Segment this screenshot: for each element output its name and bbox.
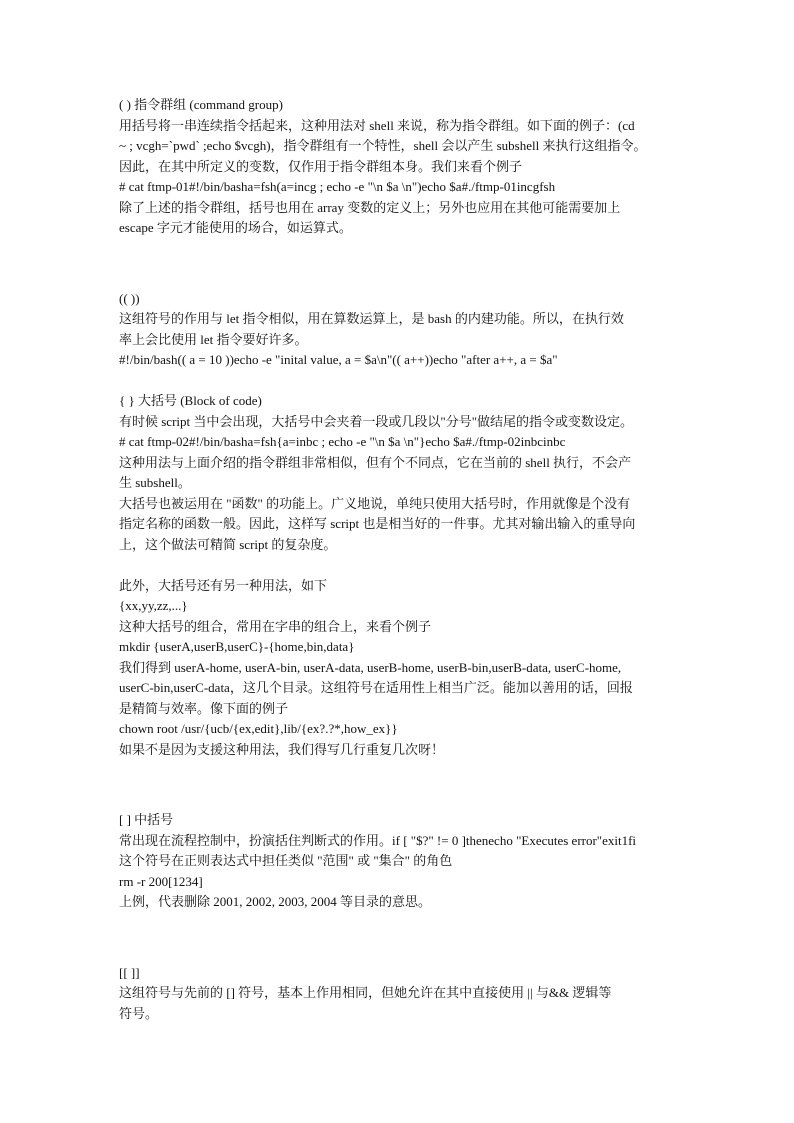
section-brace-expansion xyxy=(119,576,675,761)
paragraph-line: 因此，在其中所定义的变数，仅作用于指令群组本身。我们来看个例子 xyxy=(119,158,523,174)
paragraph-line: 这组符号的作用与 let 指令相似，用在算数运算上，是 bash 的内建功能。所以，在执行效 xyxy=(119,311,624,326)
paragraph-line: 除了上述的指令群组，括号也用在 array 变数的定义上；另外也应用在其他可能需要加上 xyxy=(119,199,621,215)
paragraph-line: 这组符号与先前的 [] 符号，基本上作用相同，但她允许在其中直接使用 || 与&& 逻辑等 xyxy=(119,985,612,1000)
paragraph-line: 此外，大括号还有另一种用法，如下 xyxy=(119,577,328,593)
paragraph-line: 用括号将一串连续指令括起来，这种用法对 shell 来说，称为指令群组。如下面的例子：(cd xyxy=(119,117,635,133)
paragraph-line: 是精简与效率。像下面的例子 xyxy=(119,700,289,716)
paragraph-line: 率上会比使用 let 指令要好许多。 xyxy=(119,331,308,347)
paragraph-line: 大括号也被运用在 "函数" 的功能上。广义地说，单纯只使用大括号时，作用就像是个没有 xyxy=(119,495,631,511)
code-line: rm -r 200[1234] xyxy=(119,873,203,889)
code-line: {xx,yy,zz,...} xyxy=(119,598,188,613)
section-spacer xyxy=(119,555,675,576)
code-line: # cat ftmp-02#!/bin/basha=fsh{a=inbc ; echo -e "\n $a \n"}echo $a#./ftmp-02inbcinbc xyxy=(119,434,566,449)
section-heading: ( ) 指令群组 (command group) xyxy=(119,97,283,112)
section-spacer xyxy=(119,760,675,810)
section-heading: (( )) xyxy=(119,290,140,306)
paragraph-line: 上，这个做法可精简 script 的复杂度。 xyxy=(119,536,337,552)
paragraph-line: 这个符号在正则表达式中担任类似 "范围" 或 "集合" 的角色 xyxy=(119,853,453,868)
paragraph-line: ~ ; vcgh=`pwd` ;echo $vcgh)，指令群组有一个特性，shell 会以产生 subshell 来执行这组指令。 xyxy=(119,138,647,153)
section-brackets xyxy=(119,810,675,913)
code-line: mkdir {userA,userB,userC}-{home,bin,data} xyxy=(119,639,355,654)
code-line: #!/bin/bash(( a = 10 ))echo -e "inital value, a = $a\n"(( a++))echo "after a++, a = $a" xyxy=(119,352,558,367)
paragraph-line: userC-bin,userC-data，这几个目录。这组符号在适用性上相当广泛。能加以善用的话，回报 xyxy=(119,680,633,695)
code-line: # cat ftmp-01#!/bin/basha=fsh(a=incg ; echo -e "\n $a \n")echo $a#./ftmp-01incgfsh xyxy=(119,179,556,194)
section-double-brackets xyxy=(119,963,675,1025)
section-heading: { } 大括号 (Block of code) xyxy=(119,393,262,408)
section-double-paren xyxy=(119,289,675,371)
section-heading: [ ] 中括号 xyxy=(119,812,174,827)
paragraph-line: 上例，代表删除 2001, 2002, 2003, 2004 等目录的意思。 xyxy=(119,894,432,909)
section-spacer xyxy=(119,913,675,963)
paragraph-line: 有时候 script 当中会出现，大括号中会夹着一段或几段以"分号"做结尾的指令或变数设定。 xyxy=(119,413,633,429)
section-heading: [[ ]] xyxy=(119,964,140,980)
section-spacer xyxy=(119,371,675,392)
paragraph-line: escape 字元才能使用的场合，如运算式。 xyxy=(119,220,352,235)
code-line: chown root /usr/{ucb/{ex,edit},lib/{ex?.?*,how_ex}} xyxy=(119,721,398,736)
paragraph-line: 符号。 xyxy=(119,1005,159,1021)
section-spacer xyxy=(119,239,675,289)
paragraph-line: 指定名称的函数一般。因此，这样写 script 也是相当好的一件事。尤其对输出输入的重导向 xyxy=(119,516,636,531)
paragraph-line: 如果不是因为支援这种用法，我们得写几行重复几次呀！ xyxy=(119,741,445,757)
paragraph-line: 这种大括号的组合，常用在字串的组合上，来看个例子 xyxy=(119,618,432,634)
paragraph-line: 我们得到 userA-home, userA-bin, userA-data, userB-home, userB-bin,userB-data, userC-home, xyxy=(119,659,622,675)
paragraph-line: 常出现在流程控制中，扮演括住判断式的作用。if [ "$?" != 0 ]thenecho "Executes error"exit1fi xyxy=(119,832,637,848)
paragraph-line: 这种用法与上面介绍的指令群组非常相似，但有个不同点，它在当前的 shell 执行，不会产 xyxy=(119,454,632,470)
paragraph-line: 生 subshell。 xyxy=(119,475,191,490)
section-command-group xyxy=(119,95,675,239)
document-page xyxy=(119,95,675,1024)
section-braces xyxy=(119,391,675,555)
